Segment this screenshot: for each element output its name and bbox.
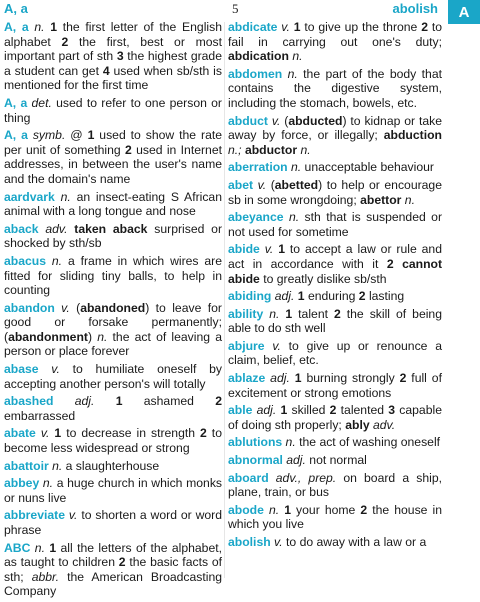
definition-text: 2	[124, 142, 132, 157]
headword: abiding	[228, 289, 272, 304]
definition-text: abdication	[228, 49, 289, 64]
definition-text: a slaughterhouse	[65, 458, 160, 473]
dictionary-entry	[4, 362, 222, 391]
headword: abide	[228, 242, 260, 257]
part-of-speech: adv.	[369, 417, 396, 432]
definition-text: the skill of being able to do sth well	[228, 306, 442, 336]
definition-text: 1	[294, 371, 302, 386]
part-of-speech: n.	[48, 458, 66, 473]
page-number: 5	[232, 1, 239, 16]
definition-text: 3	[388, 403, 396, 418]
dictionary-entry	[228, 471, 442, 500]
dictionary-entry	[228, 535, 442, 550]
headword: abode	[228, 502, 264, 517]
dictionary-entry	[4, 254, 222, 298]
definition-text: 2	[329, 403, 337, 418]
headword: A, a	[4, 95, 28, 110]
definition-text: the act of leaving a person or place forever	[4, 329, 222, 359]
definition-text: to fail in carrying out one's duty;	[228, 20, 442, 49]
left-column	[4, 20, 222, 602]
dictionary-entry	[4, 476, 222, 505]
definition-text: used to refer to one person or thing	[4, 95, 222, 125]
definition-text: 2	[118, 555, 126, 570]
definition-text: the first letter of the English alphabet	[4, 20, 222, 49]
dictionary-entry	[228, 242, 442, 286]
dictionary-entry	[228, 403, 442, 432]
definition-text: cannot abide	[228, 256, 443, 286]
headword: abandon	[4, 300, 55, 315]
definition-text: 1	[87, 128, 95, 143]
dictionary-entry	[228, 114, 442, 158]
definition-text: to greatly dislike sb/sth	[259, 271, 387, 286]
definition-text: sth that is suspended or not used for sometime	[228, 210, 442, 239]
part-of-speech: n.	[283, 210, 305, 225]
definition-text: ably	[345, 417, 370, 432]
definition-text: 1	[284, 502, 291, 517]
definition-text: 2	[386, 256, 394, 271]
headword: ABC	[4, 540, 31, 555]
part-of-speech: n.	[97, 329, 113, 344]
definition-text: talented	[336, 403, 389, 418]
definition-text	[394, 257, 402, 271]
definition-text: to decrease in strength	[61, 426, 201, 441]
definition-text: 2	[399, 371, 407, 386]
headword: abet	[228, 177, 254, 192]
part-of-speech: n.	[263, 306, 286, 321]
definition-text: abduction	[383, 128, 442, 143]
headword: aback	[4, 221, 39, 236]
part-of-speech: adj.	[252, 403, 281, 418]
part-of-speech: adv., prep.	[268, 470, 344, 485]
part-of-speech: n.	[288, 49, 303, 64]
headword: ablaze	[228, 371, 266, 386]
part-of-speech: v.	[267, 113, 285, 128]
definition-text: 4	[102, 63, 110, 78]
column-divider	[224, 22, 225, 578]
definition-text: used to show the rate per unit of something	[4, 128, 223, 157]
definition-text: (	[284, 113, 289, 128]
definition-text: on board a ship, plane, train, or bus	[228, 470, 442, 500]
headword: abdicate	[228, 20, 278, 34]
headword: ability	[228, 306, 264, 321]
definition-text: abandonment	[8, 329, 88, 344]
part-of-speech: v.	[259, 242, 279, 257]
definition-text: to give up the throne	[300, 20, 422, 34]
definition-text: 2	[421, 20, 428, 34]
headword: abattoir	[4, 458, 49, 473]
part-of-speech: n.;	[228, 142, 245, 157]
definition-text: embarrassed	[4, 408, 76, 423]
definition-text: 1	[280, 403, 288, 418]
definition-text: to become less widespread or strong	[4, 426, 222, 456]
headword: A, a	[4, 128, 28, 143]
definition-text: 1	[285, 306, 293, 321]
definition-text: 2	[61, 34, 69, 49]
definition-text: 1	[278, 242, 286, 257]
definition-text: ) to leave for good or forsake permanently; (	[4, 300, 222, 344]
definition-text: the American Broadcasting Company	[4, 569, 223, 599]
dictionary-entry	[4, 20, 222, 93]
definition-text: ashamed	[122, 394, 216, 409]
definition-text: full of excitement or strong emotions	[228, 371, 442, 400]
part-of-speech: v.	[277, 20, 294, 34]
definition-text: all the letters of the alphabet, as taught to children	[4, 540, 222, 570]
definition-text: talent	[292, 306, 334, 321]
definition-text: the house in which you live	[228, 502, 443, 532]
definition-text: 2	[360, 502, 368, 517]
dictionary-entry	[4, 459, 222, 474]
part-of-speech: symb.	[27, 128, 71, 143]
headword: aboard	[228, 470, 269, 485]
dictionary-entry	[4, 96, 222, 125]
part-of-speech: v.	[253, 177, 271, 192]
headword: ablutions	[228, 435, 283, 450]
headword: A, a	[4, 20, 29, 34]
dictionary-entry	[4, 301, 222, 359]
part-of-speech: adj.	[265, 371, 295, 386]
part-of-speech: n.	[28, 20, 51, 34]
page-header	[0, 0, 480, 22]
definition-text: used in Internet addresses, in between the user's name and the domain's name	[4, 142, 222, 186]
dictionary-entry	[228, 210, 442, 239]
definition-text: lasting	[365, 289, 405, 304]
dictionary-entry	[228, 178, 442, 207]
definition-text: used when sb/sth is mentioned for the first time	[4, 63, 222, 93]
definition-text: ) to kidnap or take away by force, or illegally;	[228, 113, 442, 143]
headword: abashed	[4, 394, 54, 409]
dictionary-entry	[228, 307, 442, 336]
part-of-speech: n.	[30, 540, 50, 555]
definition-text: not normal	[309, 453, 367, 468]
definition-text: 2	[358, 289, 366, 304]
definition-text: abettor	[360, 192, 402, 207]
part-of-speech: n.	[282, 66, 304, 81]
definition-text: 1	[49, 540, 57, 555]
definition-text: abductor	[244, 142, 298, 157]
definition-text: 3	[116, 49, 124, 64]
definition-text: @	[70, 128, 88, 143]
part-of-speech: adj.	[271, 289, 298, 304]
header-last-entry: abolish	[392, 1, 438, 16]
definition-text: to accept a law or rule and act in accordance with it	[228, 242, 442, 271]
headword: aardvark	[4, 189, 55, 204]
definition-text: surprised or shocked by sth/sb	[4, 221, 223, 251]
part-of-speech: n.	[46, 253, 68, 268]
headword: abbey	[4, 476, 40, 491]
right-column	[228, 20, 442, 553]
thumb-index-tab: A	[448, 0, 480, 24]
definition-text: a huge church in which monks or nuns live	[4, 476, 223, 505]
part-of-speech: v.	[38, 362, 73, 377]
definition-text: the part of the body that contains the digestive system, including the stomach, bowels, etc.	[228, 66, 442, 110]
part-of-speech: v.	[264, 338, 289, 353]
definition-text: enduring	[304, 289, 359, 304]
definition-text: 1	[297, 289, 305, 304]
part-of-speech: det.	[27, 95, 57, 110]
headword: abate	[4, 426, 36, 441]
definition-text: abducted	[288, 113, 343, 128]
part-of-speech: n.	[282, 435, 300, 450]
definition-text: (	[270, 177, 275, 192]
definition-text: burning strongly	[301, 371, 400, 386]
headword: abduct	[228, 113, 268, 128]
definition-text: skilled	[287, 403, 330, 418]
dictionary-entry	[228, 160, 442, 175]
headword: abbreviate	[4, 508, 65, 523]
dictionary-entry	[228, 339, 442, 368]
definition-text: 1	[54, 426, 62, 441]
definition-text: the basic facts of sth;	[4, 555, 222, 584]
part-of-speech: n.	[401, 192, 415, 207]
definition-text: ) to help or encourage sb in some wrongdoing;	[228, 177, 442, 207]
definition-text: the act of washing oneself	[299, 435, 441, 450]
headword: abnormal	[228, 453, 283, 468]
headword: abjure	[228, 338, 265, 353]
headword: abdomen	[228, 66, 283, 81]
part-of-speech: v.	[64, 508, 82, 523]
definition-text: abetted	[274, 177, 319, 192]
dictionary-entry	[228, 503, 442, 532]
definition-text: 2	[215, 394, 222, 409]
part-of-speech: adv.	[38, 221, 75, 236]
definition-text: abandoned	[80, 300, 146, 315]
part-of-speech: v.	[35, 426, 55, 441]
part-of-speech: abbr.	[31, 569, 68, 584]
headword: abacus	[4, 253, 47, 268]
dictionary-entry	[228, 67, 442, 111]
definition-text: 2	[200, 426, 207, 441]
headword: abeyance	[228, 210, 284, 225]
headword: able	[228, 403, 253, 418]
part-of-speech: adj.	[53, 394, 116, 409]
part-of-speech: n.	[297, 142, 311, 157]
part-of-speech: n.	[39, 476, 57, 491]
definition-text: )	[87, 329, 98, 344]
dictionary-entry	[4, 128, 222, 186]
part-of-speech: n.	[287, 160, 305, 175]
dictionary-entry	[228, 371, 442, 400]
dictionary-entry	[228, 289, 442, 304]
part-of-speech: adj.	[282, 453, 310, 468]
definition-text: your home	[290, 502, 361, 517]
definition-text: to give up or renounce a claim, belief, etc.	[228, 338, 442, 368]
dictionary-entry	[4, 426, 222, 455]
definition-text: an insect-eating S African animal with a long tongue and nose	[4, 189, 222, 219]
headword: abase	[4, 362, 39, 377]
definition-text: 1	[115, 394, 123, 409]
part-of-speech: v.	[270, 535, 287, 549]
dictionary-entry	[228, 20, 442, 64]
part-of-speech: n.	[263, 502, 285, 517]
dictionary-entry	[228, 435, 442, 450]
definition-text: to shorten a word or word phrase	[4, 508, 222, 537]
definition-text: to do away with a law or a	[286, 535, 427, 549]
definition-text: to humiliate oneself by accepting another person's will totally	[4, 362, 222, 391]
headword: aberration	[228, 160, 288, 175]
definition-text: capable of doing sth properly;	[228, 403, 442, 432]
definition-text: unacceptable behaviour	[304, 160, 434, 175]
dictionary-entry	[4, 394, 222, 423]
definition-text: a frame in which wires are fitted for sliding tiny balls, to help in counting	[4, 253, 223, 298]
part-of-speech: n.	[54, 189, 77, 204]
definition-text: 1	[293, 20, 301, 34]
dictionary-entry	[4, 190, 222, 219]
dictionary-entry	[228, 453, 442, 468]
dictionary-entry	[4, 541, 222, 599]
dictionary-entry	[4, 508, 222, 537]
definition-text: (	[76, 300, 81, 315]
part-of-speech: v.	[54, 300, 77, 315]
definition-text: 2	[333, 306, 341, 321]
header-first-entry: A, a	[4, 1, 28, 16]
definition-text: taken aback	[74, 221, 148, 236]
headword: abolish	[228, 535, 271, 549]
definition-text: the first, best or most important part of sth	[4, 34, 222, 64]
definition-text: 1	[50, 20, 58, 34]
dictionary-entry	[4, 222, 222, 251]
definition-text: the highest grade a student can get	[4, 49, 222, 78]
